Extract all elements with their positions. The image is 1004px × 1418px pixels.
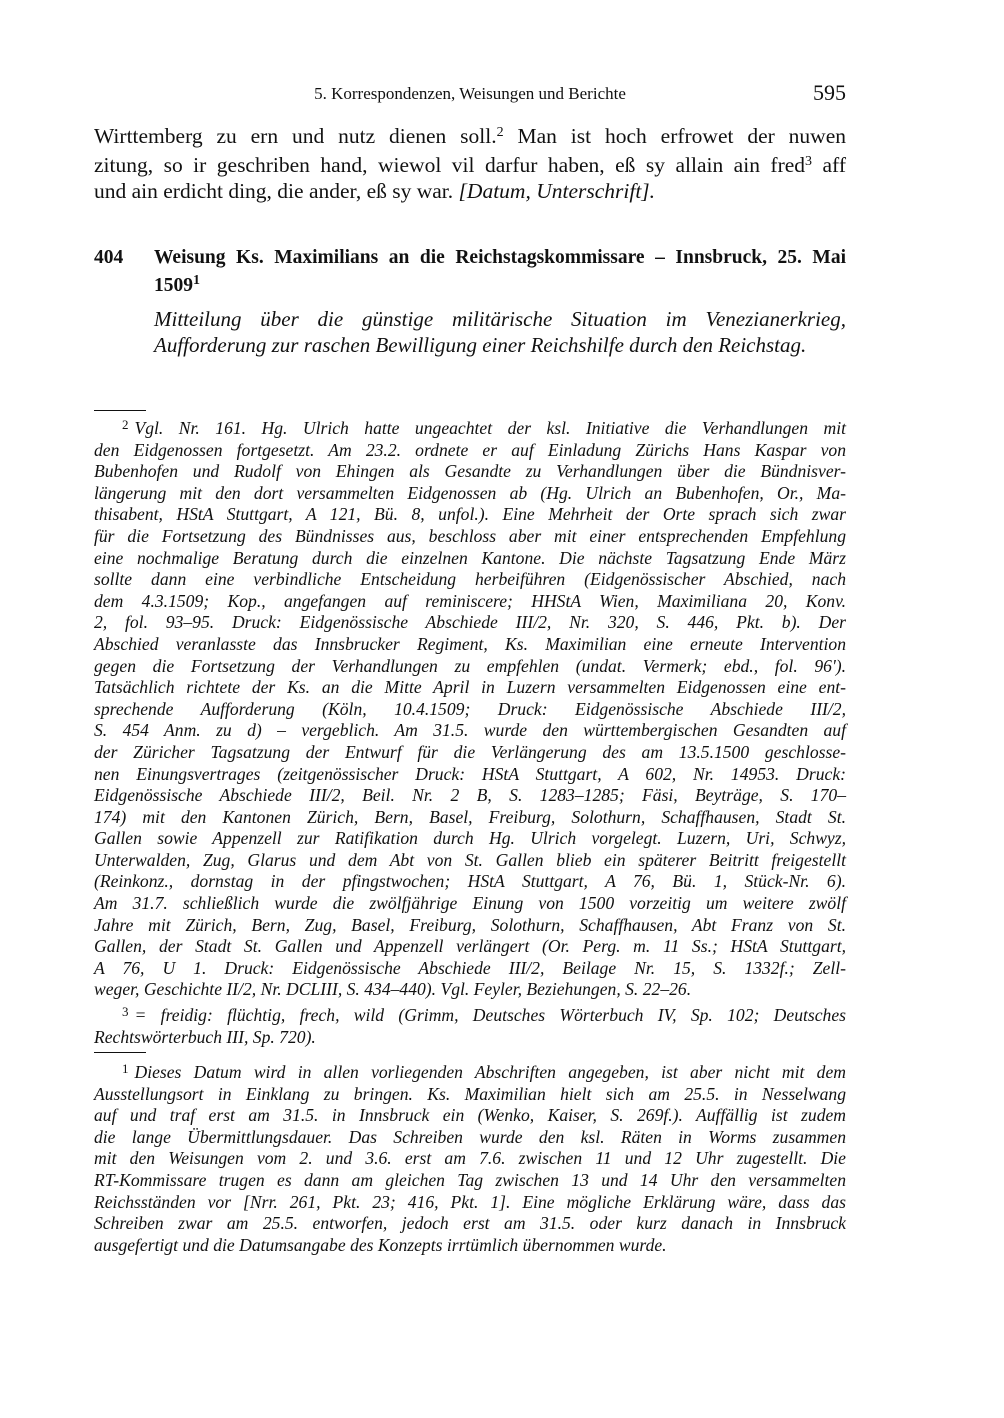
footnote-reference[interactable]: 2 (496, 125, 504, 140)
footnote-reference[interactable]: 1 (193, 273, 200, 288)
footnote-line: Schreiben zwar am 25.5. entworfen, jedoch erst am 31.5. oder kurz danach in Innsbruck (94, 1213, 846, 1234)
footnote-line: Gallen sowie Appenzell zur Ratifikation durch Hg. Ulrich vorgelegt. Luzern, Uri, Schwyz, (94, 828, 846, 849)
main-text-line: Wirttemberg zu ern und nutz dienen soll.$^2$ Man ist hoch erfrowet der nuwen (94, 124, 846, 148)
footnote-line: die lange Übermittlungsdauer. Das Schreiben wurde den ksl. Räten in Worms zusammen (94, 1126, 846, 1147)
footnote-line: auf und traf erst am 31.5. in Innsbruck ein (Wenko, Kaiser, S. 269f.). Auffällig ist zudem (94, 1105, 846, 1126)
footnote-divider (94, 1052, 146, 1053)
footnote-line: nen Einungsvertrages (zeitgenössischer Druck: HStA Stuttgart, A 602, Nr. 14953. Druck: (94, 763, 846, 784)
footnote-line: sollte dann eine verbindliche Entscheidung herbeiführen (Eidgenössischer Abschied, nach (94, 569, 846, 590)
footnote-line: S. 454 Anm. zu d) – vergeblich. Am 31.5. wurde den württembergischen Gesandten auf (94, 720, 846, 741)
footnote-1 (94, 1058, 846, 1256)
footnote-line: $^3$ = freidig: flüchtig, frech, wild (Grimm, Deutsches Wörterbuch IV, Sp. 102; Deutsches (122, 1004, 846, 1026)
footnote-line: 174) mit den Kantonen Zürich, Bern, Basel, Freiburg, Solothurn, Schaffhausen, Stadt St. (94, 806, 846, 827)
footnote-line: Unterwalden, Zug, Glarus und dem Abt von St. Gallen blieb ein späterer Beitritt freigestellt (94, 849, 846, 870)
main-text-line: zitung, so ir geschriben hand, wiewol vil darfur haben, eß sy allain ain fred$^3$ aff (94, 153, 846, 177)
main-text-paragraph (94, 120, 846, 204)
page-number: 595 (813, 80, 846, 105)
footnote-marker: 3 (122, 1004, 129, 1020)
footnote-line: weger, Geschichte II/2, Nr. DCLIII, S. 434–440). Vgl. Feyler, Beziehungen, S. 22–26. (94, 979, 692, 1000)
footnote-line: 2, fol. 93–95. Druck: Eidgenössische Abschiede III/2, Nr. 320, S. 446, Pkt. b). Der (94, 612, 846, 633)
footnote-line: (Reinkonz., dornstag in der pfingstwochen; HStA Stuttgart, A 76, Bü. 1, Stück-Nr. 6). (94, 871, 846, 892)
document-number: 404 (94, 247, 124, 268)
footnote-line: A 76, U 1. Druck: Eidgenössische Abschiede III/2, Beilage Nr. 15, S. 1332f.; Zell- (94, 957, 846, 978)
footnote-line: Ausstellungsort in Einklang zu bringen. Ks. Maximilian hielt sich am 25.5. in Nesselwang (94, 1083, 846, 1104)
footnote-line: Am 31.7. schließlich wurde die zwölfjährige Einung von 1500 vorzeitig um weitere zwölf (94, 893, 846, 914)
footnote-line: thisabent, HStA Stuttgart, A 121, Bü. 8, unfol.). Eine Mehrheit der Orte sprach sich zwar (94, 504, 846, 525)
footnote-divider (94, 410, 146, 411)
footnote-block-apparatus (94, 1058, 846, 1256)
document-regest: Mitteilung über die günstige militärische Situation im Venezianerkrieg, Aufforderung zur raschen Bewilligung einer Reichshilfe durch den Reichstag. (154, 307, 846, 357)
footnote-line: Abschied veranlasste das Innsbrucker Regiment, Ks. Maximilian eine erneute Intervention (94, 633, 846, 654)
footnote-line: Tatsächlich richtete der Ks. an die Mitte April in Luzern versammelten Eidgenossen eine ent- (94, 677, 846, 698)
footnote-line: für die Fortsetzung des Bündnisses aus, beschloss aber mit einer entsprechenden Empfehlung (94, 525, 846, 546)
footnote-marker: 1 (122, 1061, 129, 1076)
footnote-line: sprechende Aufforderung (Köln, 10.4.1509; Druck: Eidgenössische Abschiede III/2, (94, 698, 846, 719)
footnote-line: Rechtswörterbuch III, Sp. 720). (94, 1026, 316, 1047)
footnote-line: längerung mit den dort versammelten Eidgenossen ab (Hg. Ulrich an Bubenhofen, Or., Ma- (94, 482, 846, 503)
document-title: Weisung Ks. Maximilians an die Reichstagskommissare – Innsbruck, 25. Mai 1509$^1$ (154, 247, 846, 296)
running-header (94, 80, 846, 110)
footnote-3 (94, 1001, 846, 1048)
footnote-line: Reichsständen vor [Nrr. 261, Pkt. 23; 416, Pkt. 1]. Eine mögliche Erklärung wäre, dass das (94, 1191, 846, 1212)
footnote-line: der Züricher Tagsatzung der Entwurf für die Verlängerung des am 13.5.1500 geschlosse- (94, 741, 846, 762)
footnote-line: RT-Kommissare trugen es dann am gleichen Tag zwischen 13 und 14 Uhr den versammelten (94, 1169, 846, 1190)
footnote-line: den Eidgenossen fortgesetzt. Am 23.2. ordnete er auf Einladung Zürichs Hans Kaspar von (94, 439, 846, 460)
footnote-line: mit den Weisungen vom 2. und 3.6. erst am 7.6. zwischen 11 und 12 Uhr zugestellt. Die (94, 1148, 846, 1169)
footnote-line: Eidgenössische Abschiede III/2, Beil. Nr. 2 B, S. 1283–1285; Fäsi, Beyträge, S. 170– (94, 785, 846, 806)
footnote-line: gegen die Fortsetzung der Verhandlungen zu empfehlen (undat. Vermerk; ebd., fol. 96'). (94, 655, 846, 676)
footnote-line: $^2$ Vgl. Nr. 161. Hg. Ulrich hatte ungeachtet der ksl. Initiative die Verhandlungen mit (122, 417, 846, 438)
footnote-line: eine nochmalige Beratung durch die einzelnen Kantone. Die nächste Tagsatzung Ende März (94, 547, 846, 568)
running-title: 5. Korrespondenzen, Weisungen und Berichte (314, 84, 626, 103)
footnote-line: Jahre mit Zürich, Bern, Zug, Basel, Freiburg, Solothurn, Schaffhausen, Abt Franz von St. (94, 914, 846, 935)
footnote-line: Bubenhofen und Rudolf von Ehingen als Gesandte zu Verhandlungen über die Bündnisver- (94, 461, 846, 482)
editorial-note: [Datum, Unterschrift]. (458, 179, 656, 203)
footnote-line: Gallen, der Stadt St. Gallen und Appenzell verlängert (Or. Perg. m. 11 Ss.; HStA Stuttgart, (94, 936, 846, 957)
footnote-marker: 2 (122, 417, 129, 432)
footnote-line: ausgefertigt und die Datumsangabe des Konzepts irrtümlich übernommen wurde. (94, 1234, 667, 1255)
footnote-2 (94, 414, 846, 1001)
main-text-line: und ain erdicht ding, die ander, eß sy war. [Datum, Unterschrift]. (94, 179, 656, 203)
footnote-block-text (94, 414, 846, 1048)
footnote-line: $^1$ Dieses Datum wird in allen vorliegenden Abschriften angegeben, ist aber nicht mit dem (122, 1061, 846, 1082)
footnote-reference[interactable]: 3 (805, 154, 813, 169)
footnote-line: dem 4.3.1509; Kop., angefangen auf reminiscere; HHStA Wien, Maximiliana 20, Konv. (94, 590, 846, 611)
